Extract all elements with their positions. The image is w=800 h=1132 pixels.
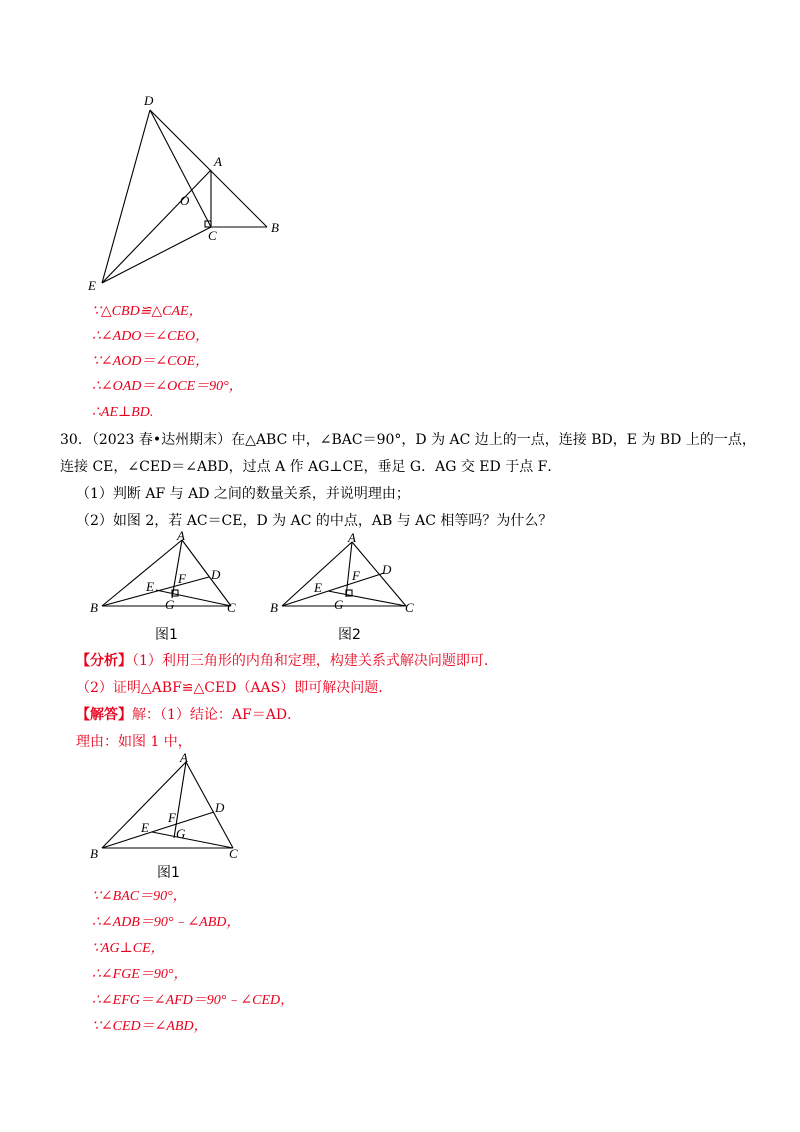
fig3-label-F: F [168, 810, 176, 825]
fig2-label-A: A [348, 530, 356, 545]
answer-line-1 [76, 705, 301, 725]
proof2-line-4: ∴∠FGE＝90°， [92, 967, 188, 982]
proof1-line-2: ∴∠ADO＝∠CEO， [92, 329, 210, 344]
proof2-line-6: ∵∠CED＝∠ABD， [92, 1019, 208, 1034]
answer-line-2: 理由：如图 1 中， [76, 734, 192, 750]
figure-3-caption: 图1 [157, 865, 180, 881]
fig1-label-A: A [177, 528, 185, 543]
label-D: D [144, 93, 154, 108]
figure-1-svg [88, 530, 248, 620]
question-30-line-2: 连接 CE，∠CED＝∠ABD，过点 A 作 AG⊥CE，垂足 G．AG 交 ED 于点 F． [60, 459, 562, 475]
fig1-label-F: F [178, 571, 186, 586]
answer-tag: 【解答】 [76, 707, 132, 723]
label-C: C [208, 228, 217, 243]
question-30-part-2: （2）如图 2，若 AC＝CE，D 为 AC 的中点，AB 与 AC 相等吗？为什么？ [76, 513, 553, 529]
fig2-label-D: D [382, 562, 392, 577]
question-number: 30． [60, 432, 92, 448]
fig1-label-D: D [211, 567, 221, 582]
fig2-label-F: F [352, 568, 360, 583]
fig1-label-C: C [227, 600, 236, 615]
answer-text-1: 解：（1）结论：AF＝AD． [132, 707, 302, 723]
analysis-line-1 [76, 651, 498, 671]
fig3-label-D: D [215, 800, 225, 815]
analysis-line-2: （2）证明△ABF≌△CED（AAS）即可解决问题． [76, 680, 393, 696]
question-30-line-1 [60, 430, 756, 450]
figure-2 [266, 530, 426, 620]
label-E: E [88, 278, 96, 293]
fig3-label-C: C [229, 846, 238, 861]
figure-top [80, 90, 300, 295]
question-source: （2023 春•达州期末） [91, 432, 232, 448]
label-A: A [214, 154, 222, 169]
proof1-line-5: ∴AE⊥BD. [92, 405, 154, 420]
analysis-tag: 【分析】 [76, 653, 132, 669]
fig3-label-B: B [90, 846, 98, 861]
fig3-label-E: E [141, 820, 149, 835]
fig2-label-E: E [314, 580, 322, 595]
fig3-label-G: G [176, 826, 186, 841]
figure-1 [88, 530, 248, 620]
proof2-line-5: ∴∠EFG＝∠AFD＝90°﹣∠CED， [92, 993, 295, 1008]
question-text-1: 在△ABC 中，∠BAC＝90°，D 为 AC 边上的一点，连接 BD，E 为 BD 上的一点， [231, 432, 756, 448]
label-B: B [271, 220, 279, 235]
fig1-label-E: E [146, 579, 154, 594]
figure-2-svg [266, 530, 426, 620]
fig1-label-B: B [90, 600, 98, 615]
figure-top-svg [80, 90, 300, 295]
proof2-line-2: ∴∠ADB＝90°﹣∠ABD， [92, 915, 241, 930]
fig2-label-B: B [270, 600, 278, 615]
proof2-line-1: ∵∠BAC＝90°， [92, 889, 187, 904]
fig2-label-C: C [405, 600, 414, 615]
figure-1-caption: 图1 [155, 627, 178, 643]
fig2-label-G: G [334, 597, 344, 612]
proof1-line-4: ∴∠OAD＝∠OCE＝90°， [92, 379, 243, 394]
label-O: O [180, 193, 190, 208]
proof2-line-3: ∵AG⊥CE， [92, 941, 165, 956]
figure-3 [88, 752, 258, 862]
question-30-part-1: （1）判断 AF 与 AD 之间的数量关系，并说明理由； [76, 486, 410, 502]
figure-2-caption: 图2 [338, 627, 361, 643]
fig1-label-G: G [165, 597, 175, 612]
figure-3-svg [88, 752, 258, 862]
analysis-text-1: （1）利用三角形的内角和定理，构建关系式解决问题即可． [132, 653, 498, 669]
proof1-line-1: ∵△CBD≌△CAE， [92, 304, 203, 319]
fig3-label-A: A [180, 750, 188, 765]
proof1-line-3: ∵∠AOD＝∠COE， [92, 354, 210, 369]
